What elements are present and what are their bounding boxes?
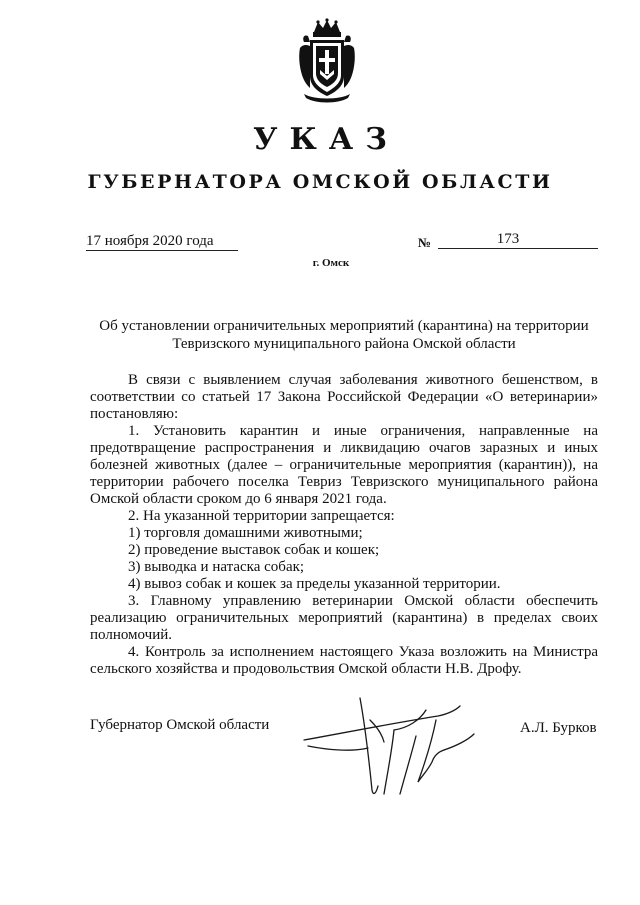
signatory-name: А.Л. Бурков (520, 720, 597, 736)
paragraph: 4) вывоз собак и кошек за пределы указанной территории. (128, 576, 501, 592)
paragraph: 1) торговля домашними животными; (128, 525, 363, 541)
paragraph: 1. Установить карантин и иные ограничения, направленные на предотвращение распространения и ликвидацию очагов заразных и иных болезней животных (далее – ограничительные мероприятия (карантин)), на территории рабочего поселка Тевриз Тевризского муниципального района Омской области сроком до 6 января 2021 года. (90, 423, 598, 507)
paragraph: 3) выводка и натаска собак; (128, 559, 305, 575)
city-label: г. Омск (312, 257, 350, 269)
signatory-position: Губернатор Омской области (90, 717, 270, 733)
number-label: № (418, 235, 432, 250)
document-title: Об установлении ограничительных мероприятий (карантина) на территории Тевризского муниципального района Омской области (99, 318, 589, 352)
document-body (90, 372, 598, 678)
paragraph: 2. На указанной территории запрещается: (128, 508, 395, 524)
handwritten-signature-icon (298, 690, 488, 800)
omsk-coat-of-arms-icon (296, 18, 358, 104)
paragraph: 4. Контроль за исполнением настоящего Указа возложить на Министра сельского хозяйства и продовольствия Омской области Н.В. Дрофу. (90, 644, 598, 677)
document-number: 173 (438, 230, 598, 249)
document-date: 17 ноября 2020 года (86, 232, 238, 251)
document-type-title: УКАЗ (253, 122, 399, 157)
paragraph: В связи с выявлением случая заболевания животного бешенством, в соответствии со статьей 17 Закона Российской Федерации «О ветеринарии» постановляю: (90, 372, 598, 422)
paragraph: 2) проведение выставок собак и кошек; (128, 542, 380, 558)
issuer-title: ГУБЕРНАТОРА ОМСКОЙ ОБЛАСТИ (87, 171, 553, 193)
paragraph: 3. Главному управлению ветеринарии Омской области обеспечить реализацию ограничительных мероприятий (карантина) в пределах своих полномочий. (90, 593, 598, 643)
